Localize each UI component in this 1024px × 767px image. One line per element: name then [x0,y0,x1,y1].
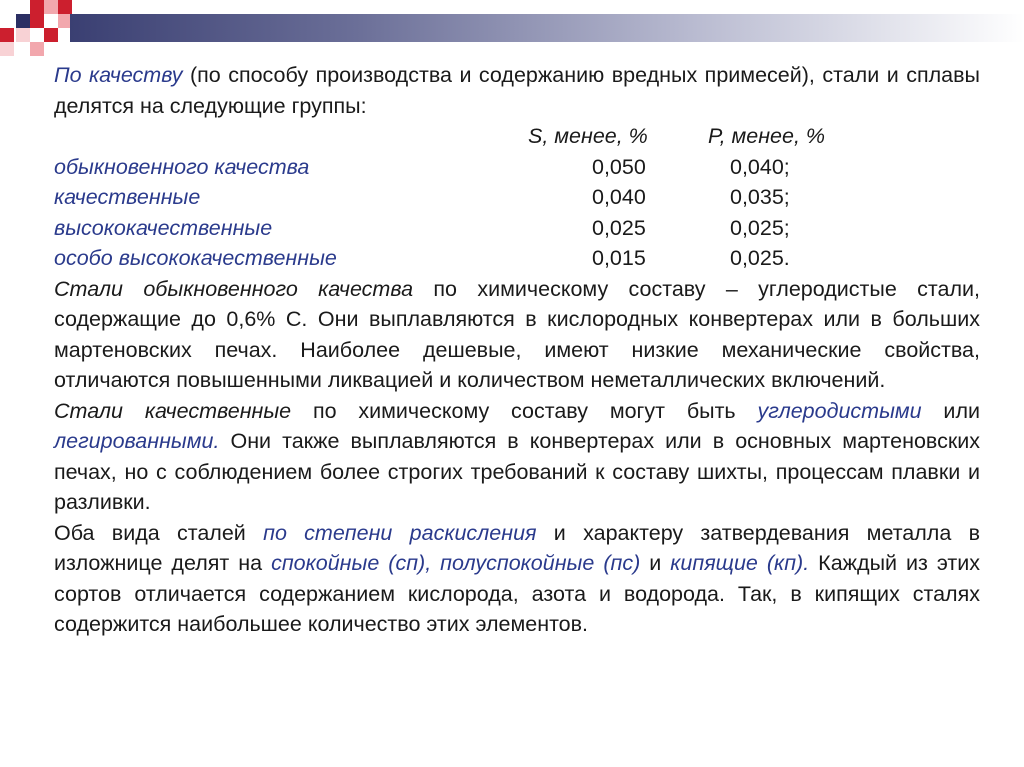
paragraph-deoxidation [54,518,980,640]
pattern-square [16,14,30,28]
text: Оба вида сталей [54,520,264,545]
row-name: обыкновенного качества [54,154,310,179]
header-sulfur: S, менее, % [528,124,648,148]
term-ordinary-steel: Стали обыкновенного качества [54,276,414,301]
row-name: особо высококачественные [54,246,337,270]
row-sulfur: 0,050 [592,154,646,179]
pattern-square [16,28,30,42]
pattern-square [30,42,44,56]
paragraph-quality-steel [54,396,980,518]
intro-term: По качеству [54,63,183,87]
text: по химическому составу – углеродистые стали, содержащие до 0,6% С. Они выплавляются в кислородных конвертерах или в больших мартеновских печах. Наиболее дешевые, имеют низкие механические свойства, отличаются повышенными ликвацией и количеством неметаллических включений. [54,276,980,392]
row-name: высококачественные [54,215,273,240]
pattern-square [0,28,14,42]
header-phosphorus: P, менее, % [708,124,826,148]
paragraph-ordinary-steel [54,274,980,396]
row-phosphorus: 0,025. [730,246,790,270]
term-killed-semikilled: спокойные (сп), полуспокойные (пс) [271,551,641,575]
term-carbon: углеродистыми [757,398,922,423]
text: Каждый из этих сортов отличается содержанием кислорода, азота и водорода. Так, в кипящих сталях содержится наибольшее количество этих элементов. [54,551,981,636]
pattern-square [44,28,58,42]
pattern-square [30,14,44,28]
quality-table [54,121,980,274]
term-quality-steel: Стали качественные [54,398,292,423]
row-phosphorus: 0,025; [730,215,790,240]
text: Они также выплавляются в конвертерах или в основных мартеновских печах, но с соблюдением более строгих требований к составу шихты, процессам плавки и разливки. [54,429,980,514]
slide-body [54,60,980,640]
pattern-square [30,0,44,14]
intro-paragraph [54,60,980,121]
text: по химическому составу могут быть [291,398,758,423]
pattern-square [58,0,72,14]
term-rimmed: кипящие (кп). [670,551,810,575]
term-deoxidation: по степени раскисления [263,520,537,545]
row-name: качественные [54,185,201,209]
row-sulfur: 0,040 [592,185,646,209]
pattern-square [44,0,58,14]
row-sulfur: 0,015 [592,246,646,270]
text: или [921,398,980,423]
text: и [640,551,671,575]
row-phosphorus: 0,040; [730,154,790,179]
text: и характеру затвердевания металла в изложнице делят на [54,520,981,575]
pattern-square [0,42,14,56]
row-phosphorus: 0,035; [730,185,790,209]
intro-text: (по способу производства и содержанию вредных примесей), стали и сплавы делятся на следующие группы: [54,63,980,118]
row-sulfur: 0,025 [592,215,646,240]
header-gradient-bar [70,14,1024,42]
term-alloyed: легированными. [54,429,220,453]
